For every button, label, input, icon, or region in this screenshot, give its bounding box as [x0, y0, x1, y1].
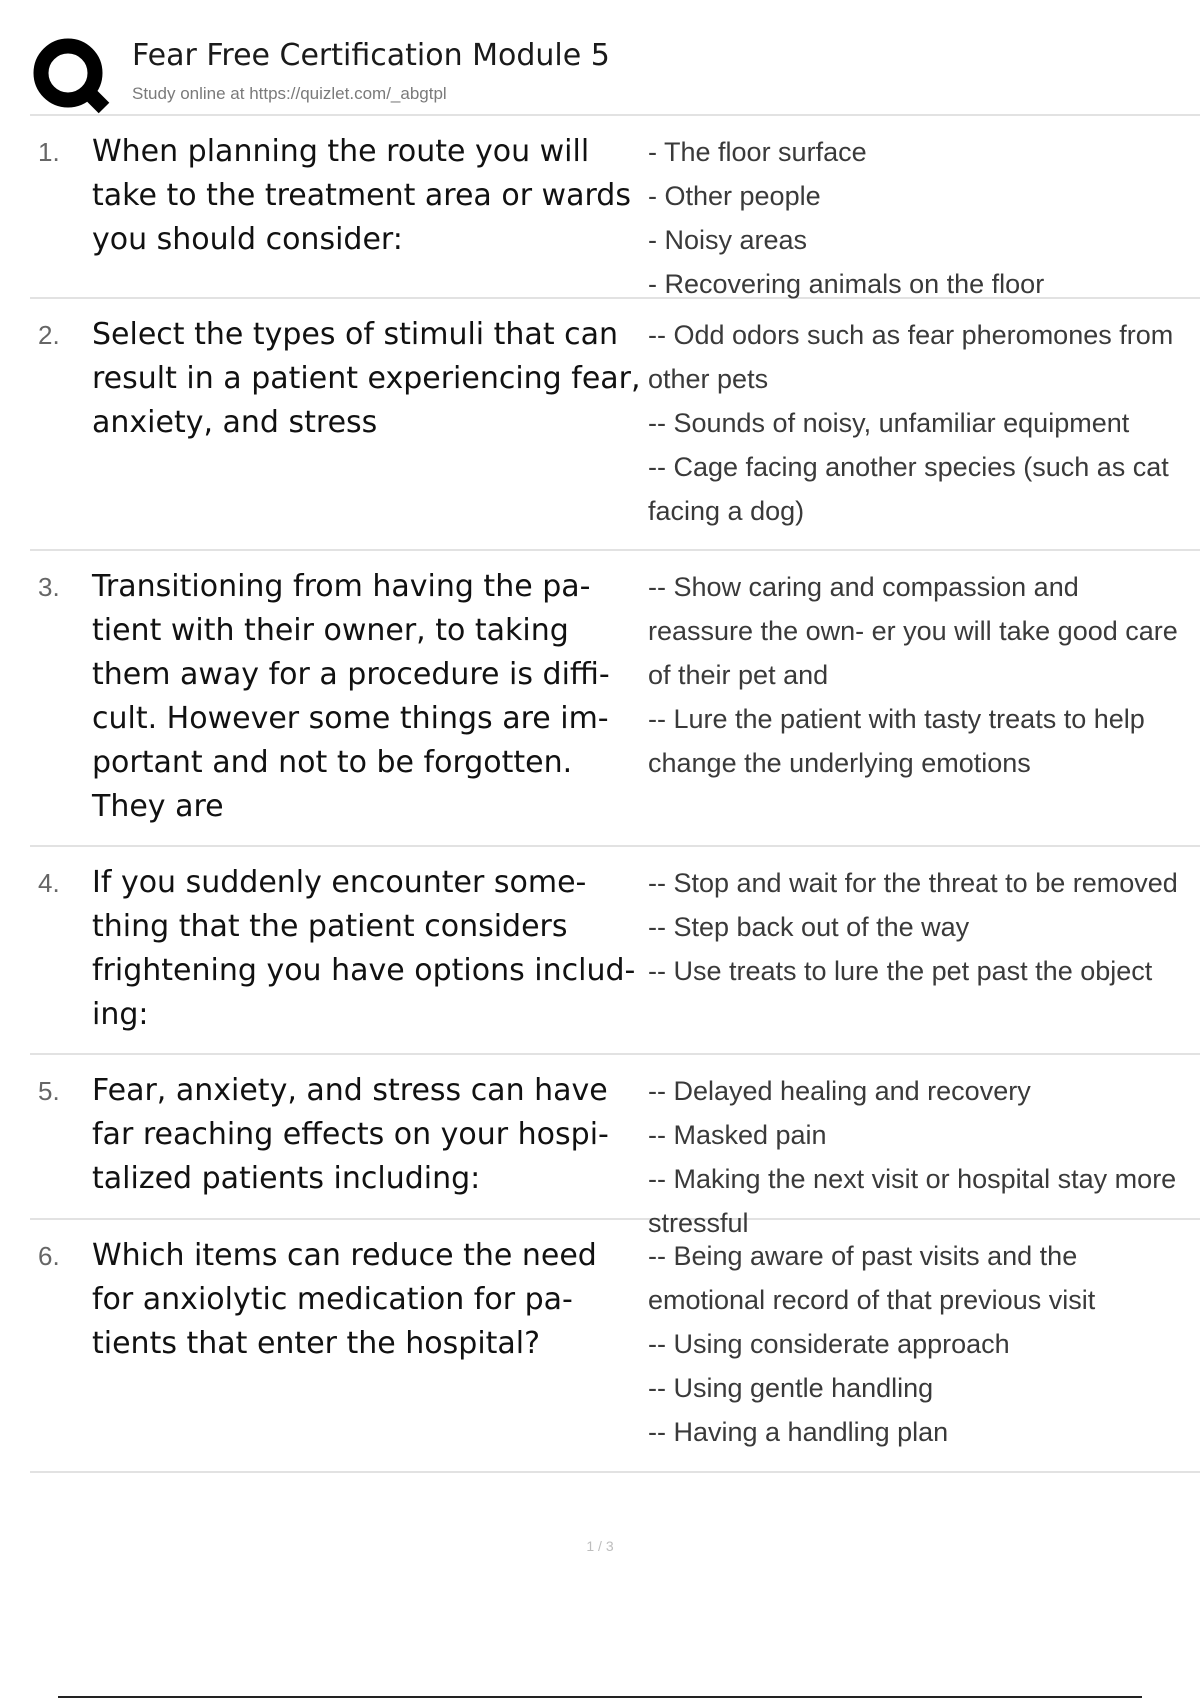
document-title: Fear Free Certification Module 5	[132, 38, 610, 73]
definition-line: -- Delayed healing and recovery	[648, 1076, 1031, 1106]
flashcard	[30, 116, 1200, 299]
card-definition	[648, 861, 1200, 1053]
definition-line: -- Having a handling plan	[648, 1417, 949, 1447]
card-definition	[648, 130, 1200, 297]
definition-line: -- Using gentle handling	[648, 1373, 934, 1403]
page-number: 1 / 3	[586, 1538, 614, 1554]
definition-line: - Other people	[648, 181, 821, 211]
card-term: Which items can reduce the need for anxiolytic medication for pa- tients that enter the hospital?	[92, 1238, 597, 1361]
study-online-link[interactable]: Study online at https://quizlet.com/_abgtpl	[132, 84, 447, 103]
definition-line: -- Show caring and compassion and reassure the own- er you will take good care of their pet and	[648, 572, 1178, 690]
definition-line: -- Making the next visit or hospital stay more stressful	[648, 1164, 1177, 1238]
card-number: 6.	[38, 1241, 60, 1271]
definition-line: - Recovering animals on the floor	[648, 269, 1045, 299]
card-definition	[648, 565, 1200, 845]
card-number: 2.	[38, 320, 60, 350]
card-number: 5.	[38, 1076, 60, 1106]
card-number: 4.	[38, 868, 60, 898]
definition-line: -- Using considerate approach	[648, 1329, 1010, 1359]
card-term: Transitioning from having the pa- tient with their owner, to taking them away for a procedure is diffi- cult. However some things are im- portant and not to be forgotten. They are	[92, 569, 610, 824]
definition-line: - Noisy areas	[648, 225, 808, 255]
flashcard	[30, 299, 1200, 551]
definition-line: -- Being aware of past visits and the emotional record of that previous visit	[648, 1241, 1096, 1315]
flashcard	[30, 847, 1200, 1055]
flashcard	[30, 1220, 1200, 1473]
definition-line: -- Masked pain	[648, 1120, 827, 1150]
definition-line: -- Lure the patient with tasty treats to help change the underlying emotions	[648, 704, 1145, 778]
definition-line: -- Odd odors such as fear pheromones from other pets	[648, 320, 1174, 394]
card-term: Select the types of stimuli that can result in a patient experiencing fear, anxiety, and stress	[92, 317, 641, 440]
card-term: If you suddenly encounter some- thing that the patient considers frightening you have options includ- ing:	[92, 865, 636, 1032]
definition-line: -- Step back out of the way	[648, 912, 970, 942]
card-term: Fear, anxiety, and stress can have far reaching effects on your hospi- talized patients including:	[92, 1073, 609, 1196]
quizlet-logo-icon	[32, 36, 110, 114]
definition-line: -- Use treats to lure the pet past the object	[648, 956, 1153, 986]
card-number: 1.	[38, 137, 60, 167]
flashcard-list	[30, 116, 1200, 1473]
definition-line: -- Stop and wait for the threat to be removed	[648, 868, 1178, 898]
page-bottom-divider	[58, 1696, 1142, 1698]
document-header	[30, 30, 1200, 116]
definition-line: -- Sounds of noisy, unfamiliar equipment	[648, 408, 1130, 438]
card-number: 3.	[38, 572, 60, 602]
card-definition	[648, 313, 1200, 549]
definition-line: -- Cage facing another species (such as cat facing a dog)	[648, 452, 1169, 526]
card-definition	[648, 1234, 1200, 1471]
definition-line: - The floor surface	[648, 137, 867, 167]
flashcard	[30, 1055, 1200, 1238]
card-term: When planning the route you will take to the treatment area or wards you should consider:	[92, 134, 631, 257]
card-definition	[648, 1069, 1200, 1238]
flashcard	[30, 551, 1200, 847]
